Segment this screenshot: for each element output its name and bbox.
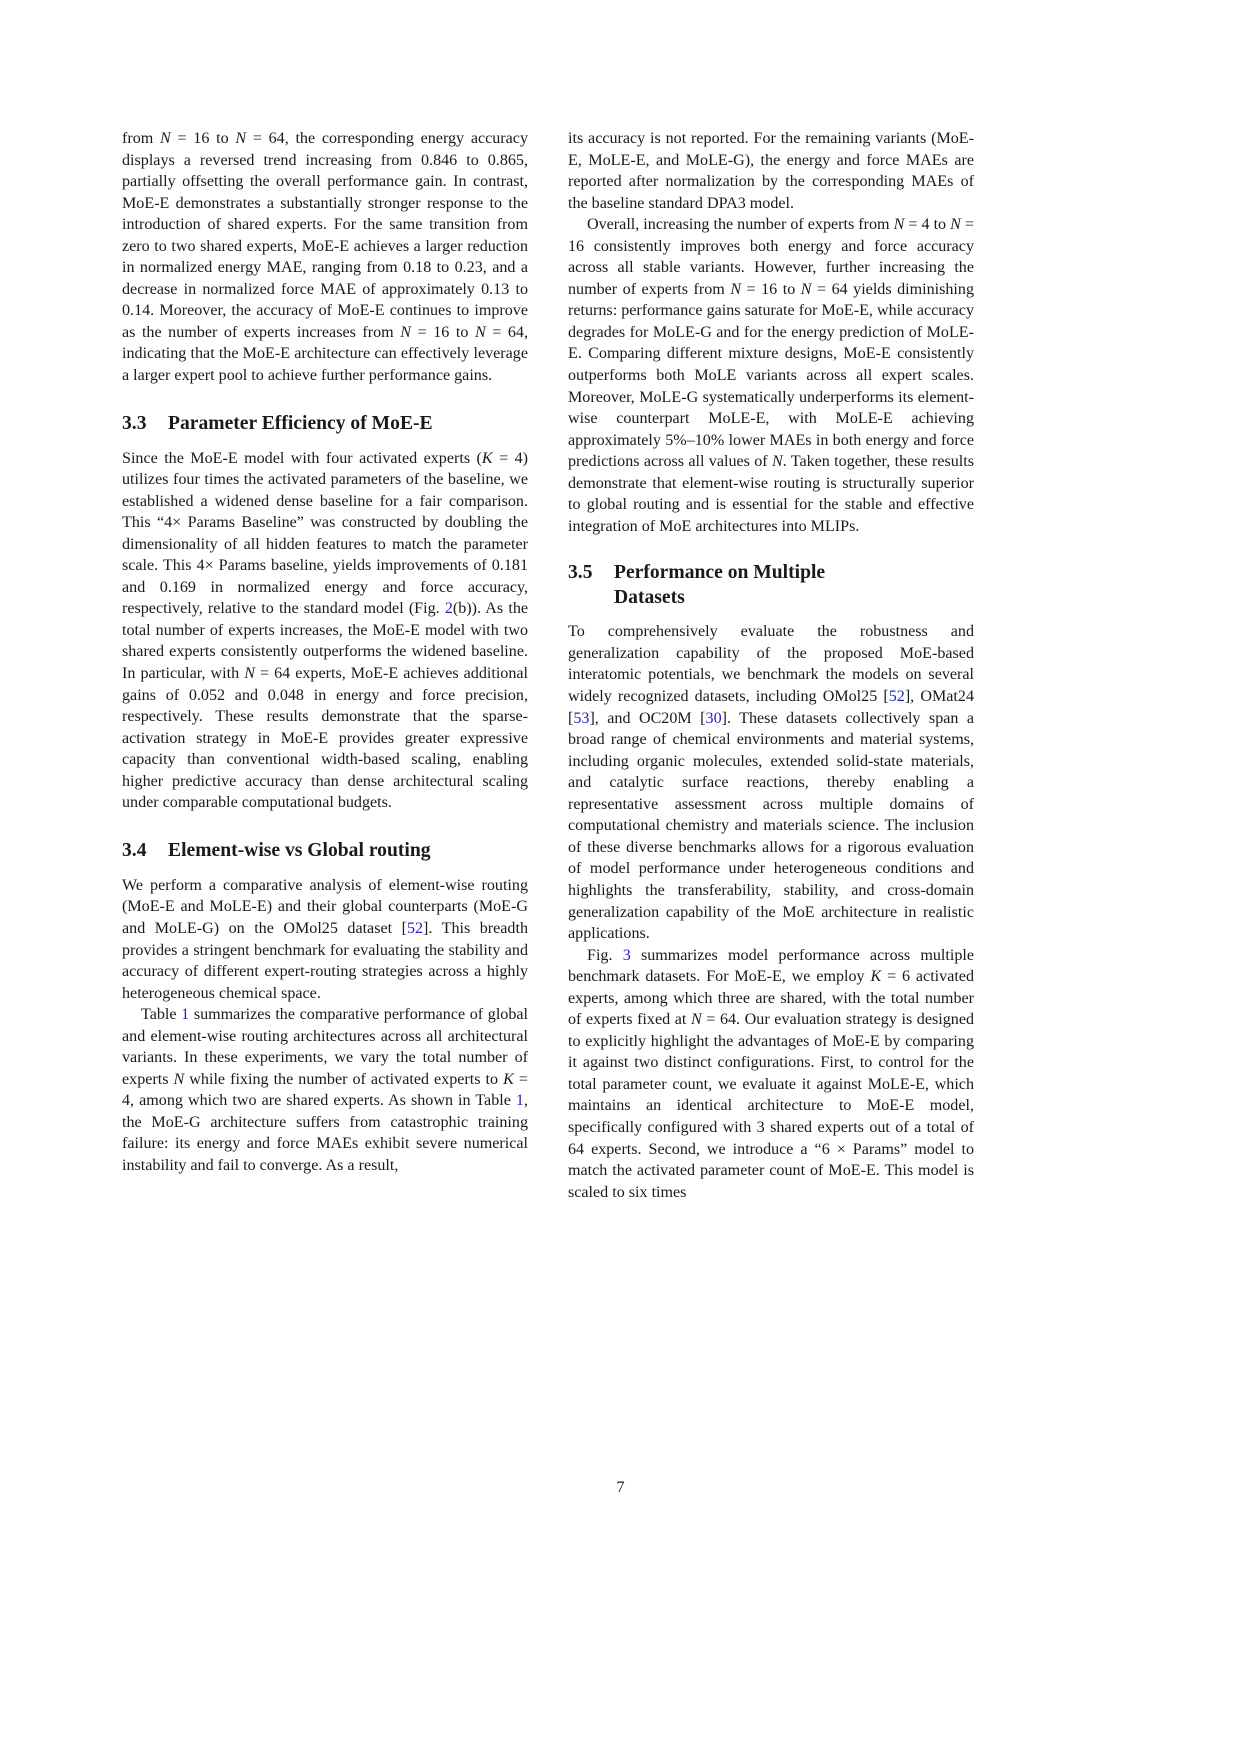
paragraph-routing-comparison bbox=[122, 875, 528, 1004]
section-title: Element-wise vs Global routing bbox=[168, 839, 431, 861]
text-fragment: = 4) utilizes four times the activated parameters of the baseline, we established a widened dense baseline for a fair comparison. This “4× Params Baseline” was constructed by doubling the dimensionality of all hidden features to match the parameter scale. This 4× Params baseline, yields improvements of 0.181 and 0.169 in normalized energy and force accuracy, respectively, relative to the standard model (Fig. bbox=[122, 449, 529, 618]
math-symbol-n: N bbox=[730, 280, 742, 298]
math-symbol-n: N bbox=[893, 216, 905, 234]
math-symbol-n: N bbox=[244, 665, 255, 683]
math-symbol-n: N bbox=[950, 216, 961, 234]
two-column-body bbox=[122, 128, 974, 1378]
text-fragment: = 4 to bbox=[904, 216, 951, 234]
section-title-line-2: Datasets bbox=[614, 587, 685, 609]
text-fragment: To comprehensively evaluate the robustness and generalization capability of the proposed MoE-based interatomic potentials, we benchmark the models on several widely recognized datasets, including OMol25 [ bbox=[568, 623, 974, 706]
section-heading-3-4 bbox=[122, 838, 528, 863]
math-symbol-k: K bbox=[870, 968, 882, 986]
paragraph-table-summary bbox=[122, 1004, 528, 1176]
paragraph-normalization-note: its accuracy is not reported. For the remaining variants (MoE-E, MoLE-E, and MoLE-G), the energy and force MAEs are reported after normalization by the corresponding MAEs of the baseline standard DPA3 model. bbox=[568, 130, 974, 212]
text-fragment: summarizes model performance across multiple benchmark datasets. For MoE-E, we employ bbox=[568, 946, 974, 986]
table-reference-link[interactable]: 1 bbox=[181, 1006, 190, 1024]
paragraph-figure-3-summary bbox=[568, 945, 974, 1204]
text-fragment: Fig. bbox=[587, 946, 623, 964]
citation-link-30[interactable]: 30 bbox=[705, 709, 722, 727]
text-fragment: ]. This breadth provides a stringent benchmark for evaluating the stability and accuracy of different expert-routing strategies across a highly heterogeneous chemical space. bbox=[122, 919, 528, 1002]
math-symbol-n: N bbox=[173, 1070, 185, 1088]
text-fragment: = 64. Our evaluation strategy is designed to explicitly highlight the advantages of MoE-E by comparing it against two distinct configurations. First, to control for the total parameter count, we evaluate it against MoLE-E, which maintains an identical architecture to MoE-E model, specifically configured with 3 shared experts out of a total of 64 experts. Second, we introduce a “6 × Params” model to match the activated parameter count of MoE-E. This model is scaled to six times bbox=[568, 1011, 975, 1201]
section-number: 3.5 bbox=[568, 562, 593, 584]
text-fragment: = 16 to bbox=[170, 130, 236, 147]
text-fragment: ], OMat24 [ bbox=[568, 688, 974, 727]
text-fragment: We perform a comparative analysis of element-wise routing (MoE-E and MoLE-E) and their global counterparts (MoE-G and MoLE-G) on the OMol25 dataset [ bbox=[122, 876, 528, 937]
text-fragment: . Taken together, these results demonstrate that element-wise routing is structurally superior to global routing and is essential for the stable and effective integration of MoE architectures into MLIPs. bbox=[568, 453, 975, 535]
figure-reference-link[interactable]: 2 bbox=[444, 600, 453, 618]
text-fragment: = 16 to bbox=[411, 323, 475, 341]
page-number: 7 bbox=[616, 1479, 625, 1496]
text-fragment: = 64 experts, MoE-E achieves additional gains of 0.052 and 0.048 in energy and force precision, respectively. These results demonstrate that the sparse-activation strategy in MoE-E provides greater expressive capacity than conventional width-based scaling, enabling higher predictive accuracy than dense architectural scaling under comparable computational budgets. bbox=[122, 665, 528, 812]
text-fragment: from bbox=[122, 130, 161, 147]
section-title bbox=[614, 560, 974, 610]
math-symbol-n: N bbox=[474, 323, 486, 341]
citation-link-52[interactable]: 52 bbox=[406, 919, 424, 937]
math-symbol-n: N bbox=[800, 280, 812, 298]
text-fragment: = 6 activated experts, among which three are shared, with the total number of experts fixed at bbox=[568, 968, 974, 1029]
section-title: Parameter Efficiency of MoE-E bbox=[168, 412, 433, 434]
math-symbol-n: N bbox=[690, 1011, 702, 1029]
section-number: 3.4 bbox=[122, 839, 147, 861]
text-fragment: Table bbox=[141, 1006, 182, 1024]
right-column bbox=[568, 128, 974, 1378]
table-reference-link[interactable]: 1 bbox=[515, 1092, 524, 1110]
left-column bbox=[122, 128, 528, 1378]
text-fragment: = 64, indicating that the MoE-E architecture can effectively leverage a larger expert pool to achieve further performance gains. bbox=[122, 323, 528, 385]
text-fragment: ], and OC20M [ bbox=[589, 709, 706, 727]
section-number: 3.3 bbox=[122, 412, 147, 434]
math-symbol-k: K bbox=[481, 449, 493, 467]
text-fragment: Overall, increasing the number of experts from bbox=[587, 216, 894, 234]
paragraph-parameter-efficiency bbox=[122, 448, 528, 814]
text-fragment: = 64 yields diminishing returns: performance gains saturate for MoE-E, while accuracy degrades for MoLE-G and for the energy prediction of MoLE-E. Comparing different mixture designs, MoE-E consistently outperforms both MoLE variants across all expert scales. Moreover, MoLE-G systematically underperforms its element-wise counterpart MoLE-E, with MoLE-E achieving approximately 5%–10% lower MAEs in both energy and force predictions across all values of bbox=[568, 280, 974, 471]
text-fragment: (b)). As the total number of experts increases, the MoE-E model with two shared experts consistently outperforms the widened baseline. In particular, with bbox=[122, 600, 529, 683]
math-symbol-n: N bbox=[160, 130, 171, 147]
math-symbol-n: N bbox=[235, 130, 247, 147]
paragraph-continuation-expert-scaling bbox=[122, 128, 528, 387]
text-fragment: = 16 to bbox=[741, 280, 801, 298]
citation-link-52[interactable]: 52 bbox=[888, 688, 905, 706]
text-fragment: ]. These datasets collectively span a broad range of chemical environments and material systems, including organic molecules, extended solid-state materials, and catalytic surface reactions, thereby enabling a representative assessment across multiple domains of computational chemistry and materials science. The inclusion of these diverse benchmarks allows for a rigorous evaluation of model performance under heterogeneous conditions and highlights the transferability, stability, and cross-domain generalization capability of the MoE architecture in realistic applications. bbox=[568, 709, 975, 943]
math-symbol-k: K bbox=[503, 1070, 514, 1088]
section-title-line-1: Performance on Multiple bbox=[614, 562, 826, 584]
paragraph-overall-scaling bbox=[568, 214, 974, 537]
text-fragment: = 4, among which two are shared experts. As shown in Table bbox=[122, 1070, 528, 1110]
paragraph-datasets-benchmark bbox=[568, 621, 974, 944]
text-fragment: = 16 consistently improves both energy and force accuracy across all stable variants. However, further increasing the number of experts from bbox=[568, 216, 974, 298]
section-heading-3-3 bbox=[122, 411, 528, 436]
text-fragment: while fixing the number of activated experts to bbox=[184, 1070, 504, 1088]
text-fragment: = 64, the corresponding energy accuracy displays a reversed trend increasing from 0.846 to 0.865, partially offsetting the overall performance gain. In contrast, MoE-E demonstrates a substantially stronger response to the introduction of shared experts. For the same transition from zero to two shared experts, MoE-E achieves a larger reduction in normalized energy MAE, ranging from 0.18 to 0.23, and a decrease in normalized force MAE of approximately 0.13 to 0.14. Moreover, the accuracy of MoE-E continues to improve as the number of experts increases from bbox=[122, 130, 528, 341]
text-fragment: Since the MoE-E model with four activated experts ( bbox=[122, 449, 482, 467]
math-symbol-n: N bbox=[771, 453, 783, 471]
math-symbol-n: N bbox=[400, 323, 412, 341]
citation-link-53[interactable]: 53 bbox=[573, 709, 590, 727]
text-fragment: , the MoE-G architecture suffers from catastrophic training failure: its energy and force MAEs exhibit severe numerical instability and fail to converge. As a result, bbox=[122, 1092, 528, 1174]
figure-reference-link[interactable]: 3 bbox=[622, 946, 631, 964]
section-heading-3-5 bbox=[568, 560, 974, 610]
text-fragment: summarizes the comparative performance of global and element-wise routing architectures across all architectural variants. In these experiments, we vary the total number of experts bbox=[122, 1006, 528, 1088]
